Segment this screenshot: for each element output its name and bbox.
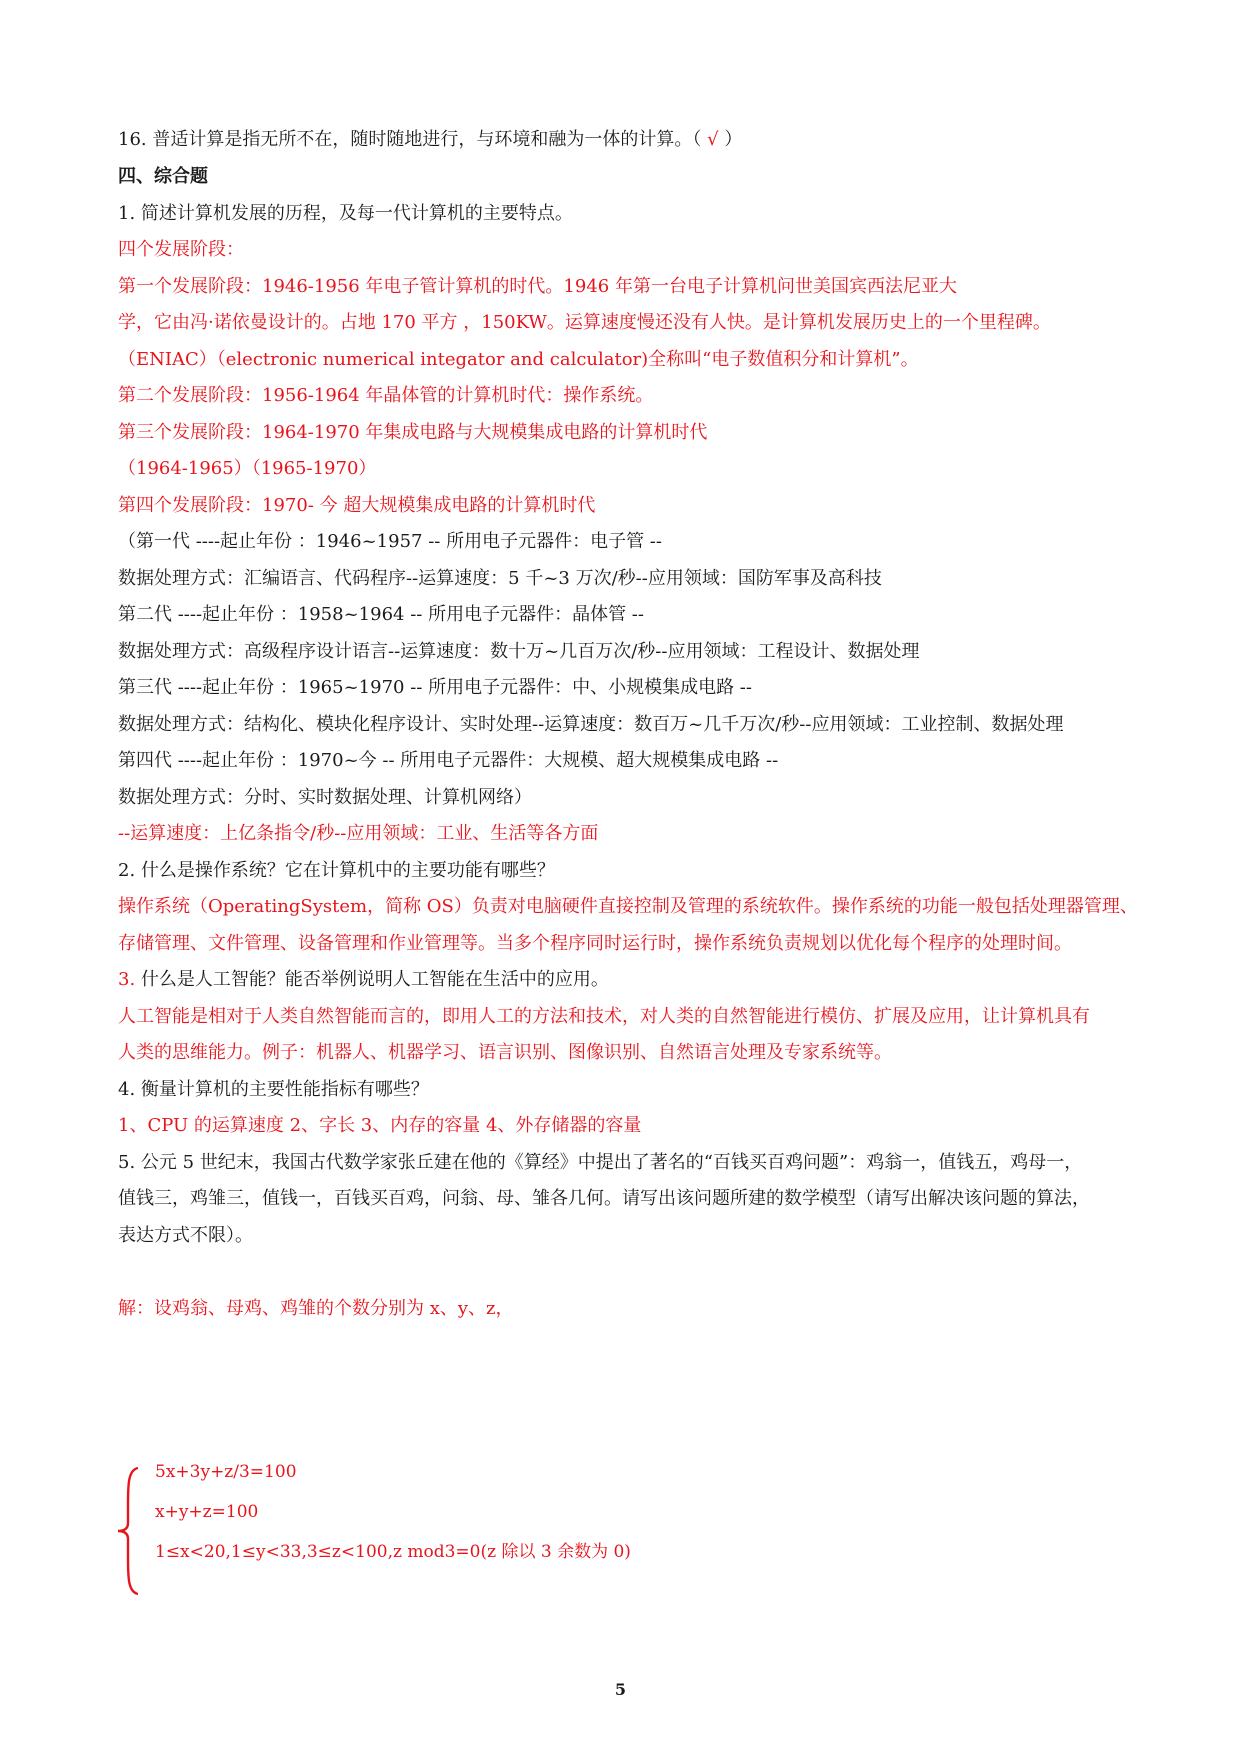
judgement-16-close: ） xyxy=(724,129,743,150)
answer-3-line: 人类的思维能力。例子：机器人、机器学习、语言识别、图像识别、自然语言处理及专家系统等。 xyxy=(118,1042,892,1063)
answer-1-line: （ENIAC）（electronic numerical integator and calculator)全称叫“电子数值积分和计算机”。 xyxy=(118,349,919,370)
answer-1-line: 学，它由冯·诺依曼设计的。占地 170 平方 ，150KW。运算速度慢还没有人快。是计算机发展历史上的一个里程碑。 xyxy=(118,312,1051,333)
generation-line: 数据处理方式：结构化、模块化程序设计、实时处理--运算速度：数百万~几千万次/秒--应用领域：工业控制、数据处理 xyxy=(118,714,1064,735)
generation-last-line: --运算速度：上亿条指令/秒--应用领域：工业、生活等各方面 xyxy=(118,823,599,844)
question-5-line: 表达方式不限）。 xyxy=(118,1225,253,1246)
generation-line: 第二代 ----起止年份 ：1958~1964 -- 所用电子元器件：晶体管 -- xyxy=(118,604,644,625)
generation-line: 数据处理方式：高级程序设计语言--运算速度：数十万~几百万次/秒--应用领域：工程设计、数据处理 xyxy=(118,641,920,662)
judgement-16 xyxy=(118,128,742,152)
generation-line: 数据处理方式：分时、实时数据处理、计算机网络） xyxy=(118,787,532,808)
page-number: 5 xyxy=(614,1680,627,1699)
question-3 xyxy=(118,968,609,992)
answer-2-line: 操作系统（OperatingSystem，简称 OS）负责对电脑硬件直接控制及管理的系统软件。操作系统的功能一般包括处理器管理、 xyxy=(118,896,1138,917)
answer-1-line: 第二个发展阶段：1956-1964 年晶体管的计算机时代：操作系统。 xyxy=(118,385,654,406)
question-3-text: 什么是人工智能？能否举例说明人工智能在生活中的应用。 xyxy=(135,969,609,990)
answer-2-line: 存储管理、文件管理、设备管理和作业管理等。当多个程序同时运行时，操作系统负责规划以优化每个程序的处理时间。 xyxy=(118,933,1072,954)
equation-line: 1≤x<20,1≤y<33,3≤z<100,z mod3=0(z 除以 3 余数为 0) xyxy=(155,1542,631,1562)
section-title: 四、综合题 xyxy=(118,166,208,187)
equation-line: x+y+z=100 xyxy=(155,1502,259,1522)
answer-1-line: 第一个发展阶段：1946-1956 年电子管计算机的时代。1946 年第一台电子计算机问世美国宾西法尼亚大 xyxy=(118,276,957,297)
equation-line: 5x+3y+z/3=100 xyxy=(155,1462,297,1482)
answer-1-line: 四个发展阶段： xyxy=(118,239,244,260)
generation-line: 第三代 ----起止年份 ：1965~1970 -- 所用电子元器件：中、小规模集成电路 -- xyxy=(118,677,752,698)
question-4: 4. 衡量计算机的主要性能指标有哪些？ xyxy=(118,1079,429,1100)
judgement-16-text: 16. 普适计算是指无所不在，随时随地进行，与环境和融为一体的计算。（ xyxy=(118,129,702,150)
question-5-line: 值钱三，鸡雏三，值钱一，百钱买百鸡，问翁、母、雏各几何。请写出该问题所建的数学模型（请写出解决该问题的算法， xyxy=(118,1188,1090,1209)
question-5-line: 5. 公元 5 世纪末，我国古代数学家张丘建在他的《算经》中提出了著名的“百钱买百鸡问题”：鸡翁一，值钱五，鸡母一， xyxy=(118,1152,1083,1173)
answer-1-line: 第四个发展阶段：1970- 今 超大规模集成电路的计算机时代 xyxy=(118,495,596,516)
answer-4: 1、CPU 的运算速度 2、字长 3、内存的容量 4、外存储器的容量 xyxy=(118,1115,642,1136)
answer-5-intro: 解：设鸡翁、母鸡、鸡雏的个数分别为 x、y、z， xyxy=(118,1298,514,1319)
generation-line: 第四代 ----起止年份 ：1970~今 -- 所用电子元器件：大规模、超大规模集成电路 -- xyxy=(118,750,779,771)
judgement-16-answer: √ xyxy=(707,129,719,150)
generation-line: 数据处理方式：汇编语言、代码程序--运算速度：5 千~3 万次/秒--应用领域：国防军事及高科技 xyxy=(118,568,882,589)
question-2: 2. 什么是操作系统？它在计算机中的主要功能有哪些？ xyxy=(118,860,555,881)
question-1: 1. 简述计算机发展的历程，及每一代计算机的主要特点。 xyxy=(118,203,573,224)
answer-1-line: （1964-1965）（1965-1970） xyxy=(118,458,377,479)
left-brace-icon xyxy=(112,1465,144,1597)
answer-1-line: 第三个发展阶段：1964-1970 年集成电路与大规模集成电路的计算机时代 xyxy=(118,422,708,443)
generation-line: （第一代 ----起止年份 ：1946~1957 -- 所用电子元器件：电子管 -- xyxy=(118,531,662,552)
question-3-number: 3. xyxy=(118,969,136,990)
answer-3-line: 人工智能是相对于人类自然智能而言的，即用人工的方法和技术，对人类的自然智能进行模仿、扩展及应用，让计算机具有 xyxy=(118,1006,1090,1027)
